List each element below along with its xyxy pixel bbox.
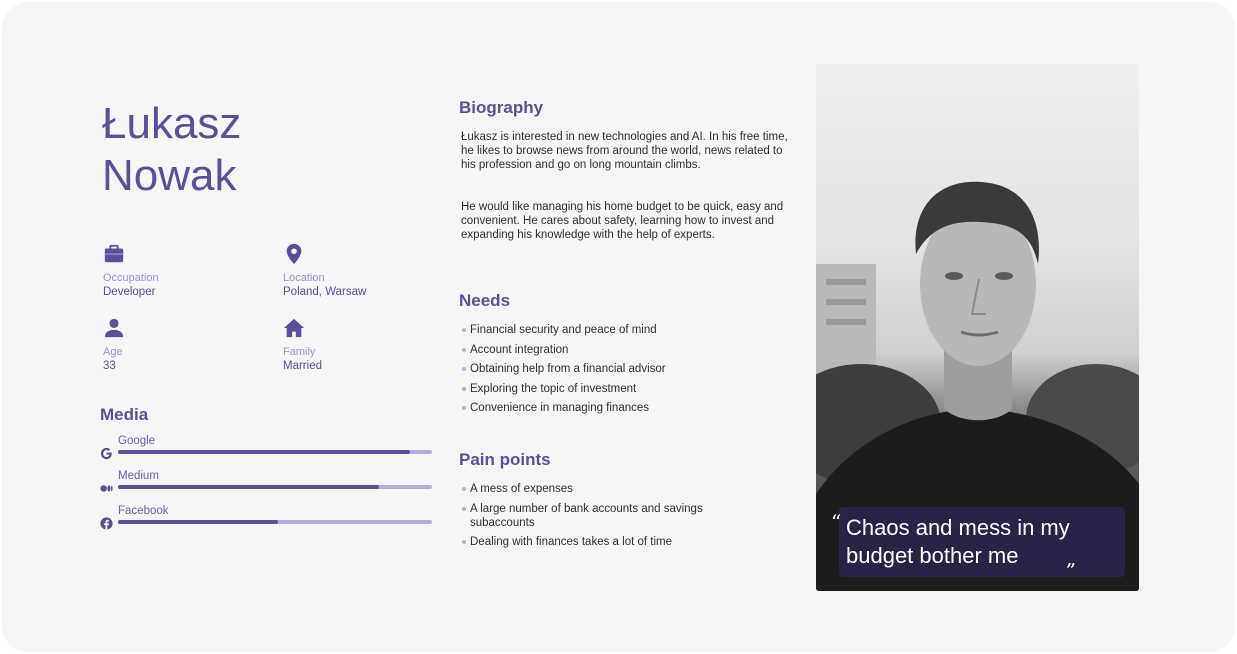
medium-icon xyxy=(100,482,113,495)
pain-point-item: A large number of bank accounts and savings subaccounts xyxy=(461,502,761,530)
media-name-google: Google xyxy=(118,435,156,447)
facebook-icon xyxy=(100,517,113,530)
person-icon xyxy=(103,317,125,339)
family-value: Married xyxy=(283,360,322,372)
needs-item: Convenience in managing finances xyxy=(461,401,781,415)
media-title: Media xyxy=(100,405,149,424)
map-pin-icon xyxy=(283,243,305,265)
pain-point-item: A mess of expenses xyxy=(461,482,761,496)
needs-item: Account integration xyxy=(461,343,781,357)
location-label: Location xyxy=(283,272,325,284)
location-value: Poland, Warsaw xyxy=(283,286,367,298)
media-fill-facebook xyxy=(118,520,278,524)
occupation-value: Developer xyxy=(103,286,156,298)
pain-points-title: Pain points xyxy=(459,450,551,469)
home-icon xyxy=(283,317,305,339)
quote-close-mark: „ xyxy=(1066,546,1077,570)
quote-text: Chaos and mess in my budget bother me xyxy=(846,515,1070,568)
media-row-google xyxy=(100,435,432,461)
biography-title: Biography xyxy=(459,98,544,117)
media-fill-google xyxy=(118,450,410,454)
media-track-google xyxy=(118,450,432,454)
age-value: 33 xyxy=(103,360,116,372)
media-name-facebook: Facebook xyxy=(118,505,169,517)
pain-points-list xyxy=(461,482,761,555)
first-name: Łukasz xyxy=(102,99,242,148)
media-track-facebook xyxy=(118,520,432,524)
biography-paragraph-2: He would like managing his home budget to be quick, easy and convenient. He cares about safety, learning how to invest and expanding his knowledge with the help of experts. xyxy=(461,201,784,241)
media-row-medium xyxy=(100,470,432,496)
occupation-label: Occupation xyxy=(103,272,159,284)
needs-list xyxy=(461,323,781,421)
needs-item: Financial security and peace of mind xyxy=(461,323,781,337)
briefcase-icon xyxy=(103,243,125,265)
needs-item: Obtaining help from a financial advisor xyxy=(461,362,781,376)
media-track-medium xyxy=(118,485,432,489)
persona-name xyxy=(102,98,422,202)
google-icon xyxy=(100,447,113,460)
location-block xyxy=(283,243,453,299)
last-name: Nowak xyxy=(102,151,237,200)
media-fill-medium xyxy=(118,485,379,489)
age-block xyxy=(103,317,273,373)
quote-open-mark: “ xyxy=(831,510,842,534)
occupation-block xyxy=(103,243,273,299)
pain-point-item: Dealing with finances takes a lot of time xyxy=(461,535,761,549)
biography-paragraph-1: Łukasz is interested in new technologies and AI. In his free time, he likes to browse news from around the world, news related to his profession and go on long mountain climbs. xyxy=(461,131,788,171)
family-block xyxy=(283,317,453,373)
family-label: Family xyxy=(283,346,316,358)
media-name-medium: Medium xyxy=(118,470,159,482)
needs-title: Needs xyxy=(459,291,511,310)
age-label: Age xyxy=(103,346,123,358)
needs-item: Exploring the topic of investment xyxy=(461,382,781,396)
media-row-facebook xyxy=(100,505,432,531)
